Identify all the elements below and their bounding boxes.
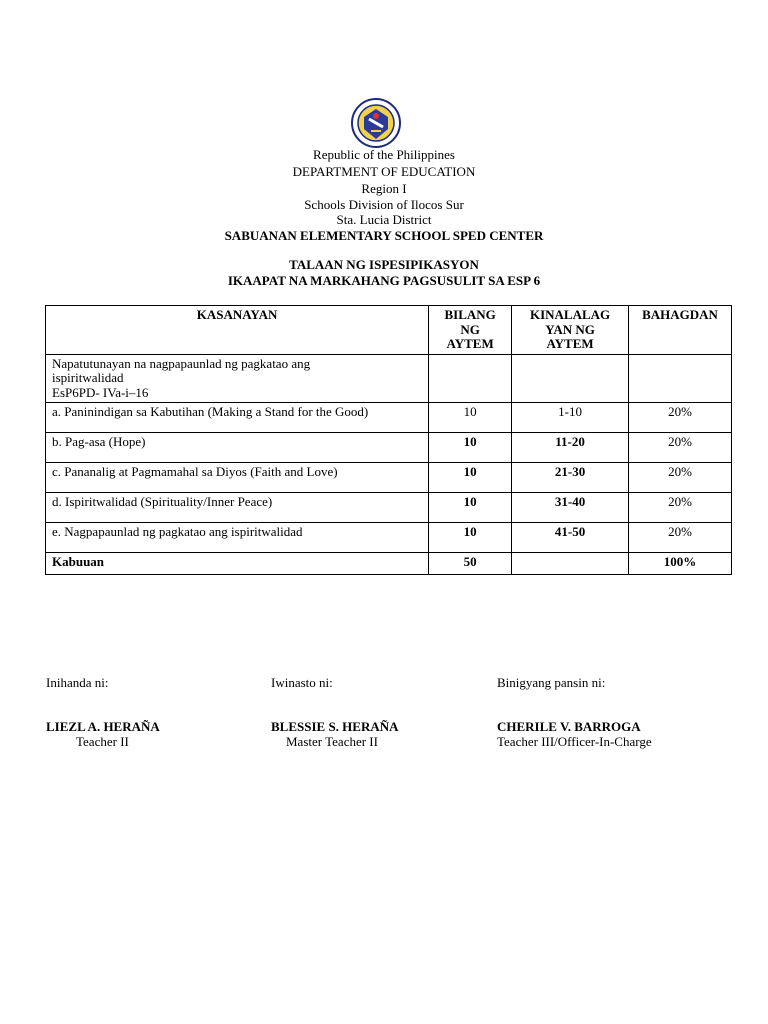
empty-cell bbox=[512, 354, 629, 403]
placement-cell: 41-50 bbox=[512, 523, 629, 553]
signatory-role: Binigyang pansin ni: bbox=[497, 675, 606, 690]
percent-cell: 20% bbox=[629, 463, 732, 493]
placement-cell: 31-40 bbox=[512, 493, 629, 523]
skill-cell: c. Pananalig at Pagmamahal sa Diyos (Faith and Love) bbox=[46, 463, 429, 493]
header-division: Schools Division of Ilocos Sur bbox=[304, 196, 464, 212]
total-percent: 100% bbox=[629, 553, 732, 575]
header-bilang-line3: AYTEM bbox=[446, 336, 494, 351]
title-markahan: IKAAPAT NA MARKAHANG PAGSUSULIT SA ESP 6 bbox=[227, 272, 541, 288]
header-district: Sta. Lucia District bbox=[336, 212, 432, 227]
specification-table bbox=[45, 305, 732, 575]
header-school: SABUANAN ELEMENTARY SCHOOL SPED CENTER bbox=[224, 227, 544, 243]
placement-cell: 11-20 bbox=[512, 433, 629, 463]
signatory-name: BLESSIE S. HERAÑA bbox=[271, 718, 399, 734]
header-kinalalagyan-line2: YAN NG bbox=[545, 321, 595, 337]
empty-cell bbox=[629, 354, 732, 403]
signatory-prepared-by bbox=[46, 675, 160, 750]
total-row bbox=[46, 553, 732, 575]
signatory-role: Iwinasto ni: bbox=[271, 675, 333, 690]
percent-cell: 20% bbox=[629, 433, 732, 463]
competency-code: EsP6PD- IVa-i–16 bbox=[52, 384, 149, 400]
signatory-name: LIEZL A. HERAÑA bbox=[46, 718, 160, 734]
document-title bbox=[0, 257, 768, 288]
skill-cell: b. Pag-asa (Hope) bbox=[46, 433, 429, 463]
total-items: 50 bbox=[429, 553, 512, 575]
skill-cell: e. Nagpapaunlad ng pagkatao ang ispiritwalidad bbox=[46, 523, 429, 553]
table-row bbox=[46, 493, 732, 523]
header-kinalalagyan-line1: KINALALAG bbox=[529, 307, 611, 322]
signatory-position: Teacher II bbox=[76, 734, 129, 749]
title-talaan: TALAAN NG ISPESIPIKASYON bbox=[289, 257, 479, 272]
header-department: DEPARTMENT OF EDUCATION bbox=[292, 163, 476, 179]
header-kinalalagyan-line3: AYTEM bbox=[546, 336, 594, 351]
items-cell: 10 bbox=[429, 493, 512, 523]
header-bilang bbox=[429, 306, 512, 355]
signatory-position: Teacher III/Officer-In-Charge bbox=[497, 734, 652, 749]
header-bilang-line1: BILANG bbox=[444, 307, 496, 322]
header-bahagdan: BAHAGDAN bbox=[629, 306, 732, 355]
document-header bbox=[0, 147, 768, 243]
empty-cell bbox=[429, 354, 512, 403]
signatory-role: Inihanda ni: bbox=[46, 675, 109, 690]
percent-cell: 20% bbox=[629, 523, 732, 553]
signatory-checked-by bbox=[271, 675, 399, 750]
competency-cell bbox=[46, 354, 429, 403]
items-cell: 10 bbox=[429, 523, 512, 553]
table-row bbox=[46, 433, 732, 463]
header-bilang-line2: NG bbox=[460, 321, 480, 337]
header-kinalalagyan bbox=[512, 306, 629, 355]
competency-row bbox=[46, 354, 732, 403]
percent-cell: 20% bbox=[629, 403, 732, 433]
table-row bbox=[46, 463, 732, 493]
header-kasanayan: KASANAYAN bbox=[46, 306, 429, 355]
percent-cell: 20% bbox=[629, 493, 732, 523]
items-cell: 10 bbox=[429, 403, 512, 433]
signatory-noted-by bbox=[497, 675, 652, 750]
skill-cell: a. Paninindigan sa Kabutihan (Making a Stand for the Good) bbox=[46, 403, 429, 433]
items-cell: 10 bbox=[429, 463, 512, 493]
items-cell: 10 bbox=[429, 433, 512, 463]
placement-cell: 1-10 bbox=[512, 403, 629, 433]
total-placement bbox=[512, 553, 629, 575]
competency-line1: Napatutunayan na nagpapaunlad ng pagkatao ang bbox=[52, 355, 311, 371]
table-row bbox=[46, 523, 732, 553]
header-region: Region I bbox=[361, 181, 407, 196]
competency-line2: ispiritwalidad bbox=[52, 370, 124, 385]
signatory-position: Master Teacher II bbox=[286, 734, 378, 749]
table-header-row bbox=[46, 306, 732, 355]
deped-seal-logo bbox=[341, 97, 411, 149]
table-row bbox=[46, 403, 732, 433]
header-republic: Republic of the Philippines bbox=[313, 147, 455, 162]
skill-cell: d. Ispiritwalidad (Spirituality/Inner Peace) bbox=[46, 493, 429, 523]
total-label: Kabuuan bbox=[46, 553, 429, 575]
signatory-name: CHERILE V. BARROGA bbox=[497, 718, 641, 734]
placement-cell: 21-30 bbox=[512, 463, 629, 493]
